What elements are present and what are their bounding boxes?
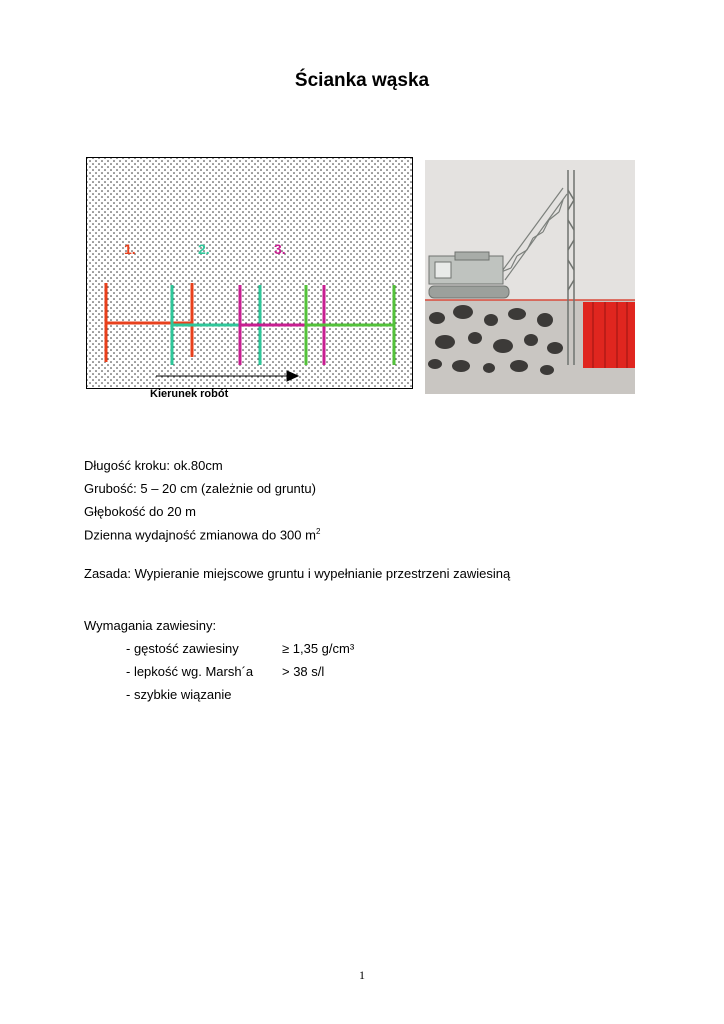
spec-thickness: Grubość: 5 – 20 cm (zależnie od gruntu) <box>84 481 316 496</box>
soil-background <box>87 158 413 389</box>
requirement-density-value: ≥ 1,35 g/cm³ <box>282 641 355 656</box>
requirements-heading: Wymagania zawiesiny: <box>84 618 217 633</box>
requirement-density-label: - gęstość zawiesiny <box>126 641 239 656</box>
spec-depth: Głębokość do 20 m <box>84 504 197 519</box>
page-title: Ścianka wąska <box>294 70 430 91</box>
step-label-2: 2. <box>198 241 210 257</box>
construction-rig-illustration <box>425 160 635 394</box>
requirement-setting-label: - szybkie wiązanie <box>126 687 232 702</box>
wall-step-diagram <box>86 157 413 389</box>
principle-text: Zasada: Wypieranie miejscowe gruntu i wypełnianie przestrzeni zawiesiną <box>84 566 511 581</box>
page-number: 1 <box>359 968 365 982</box>
crane-body <box>429 252 509 298</box>
step-label-1: 1. <box>124 241 136 257</box>
requirement-viscosity-value: > 38 s/l <box>282 664 325 679</box>
spec-output <box>84 527 320 542</box>
step-label-3: 3. <box>274 241 286 257</box>
spec-output-superscript: 2 <box>315 527 321 536</box>
direction-caption: Kierunek robót <box>150 388 229 400</box>
requirement-viscosity-label: - lepkość wg. Marsh´a <box>126 664 254 679</box>
spec-output-text: Dzienna wydajność zmianowa do 300 m <box>84 527 316 543</box>
spec-step-length: Długość kroku: ok.80cm <box>84 458 223 473</box>
